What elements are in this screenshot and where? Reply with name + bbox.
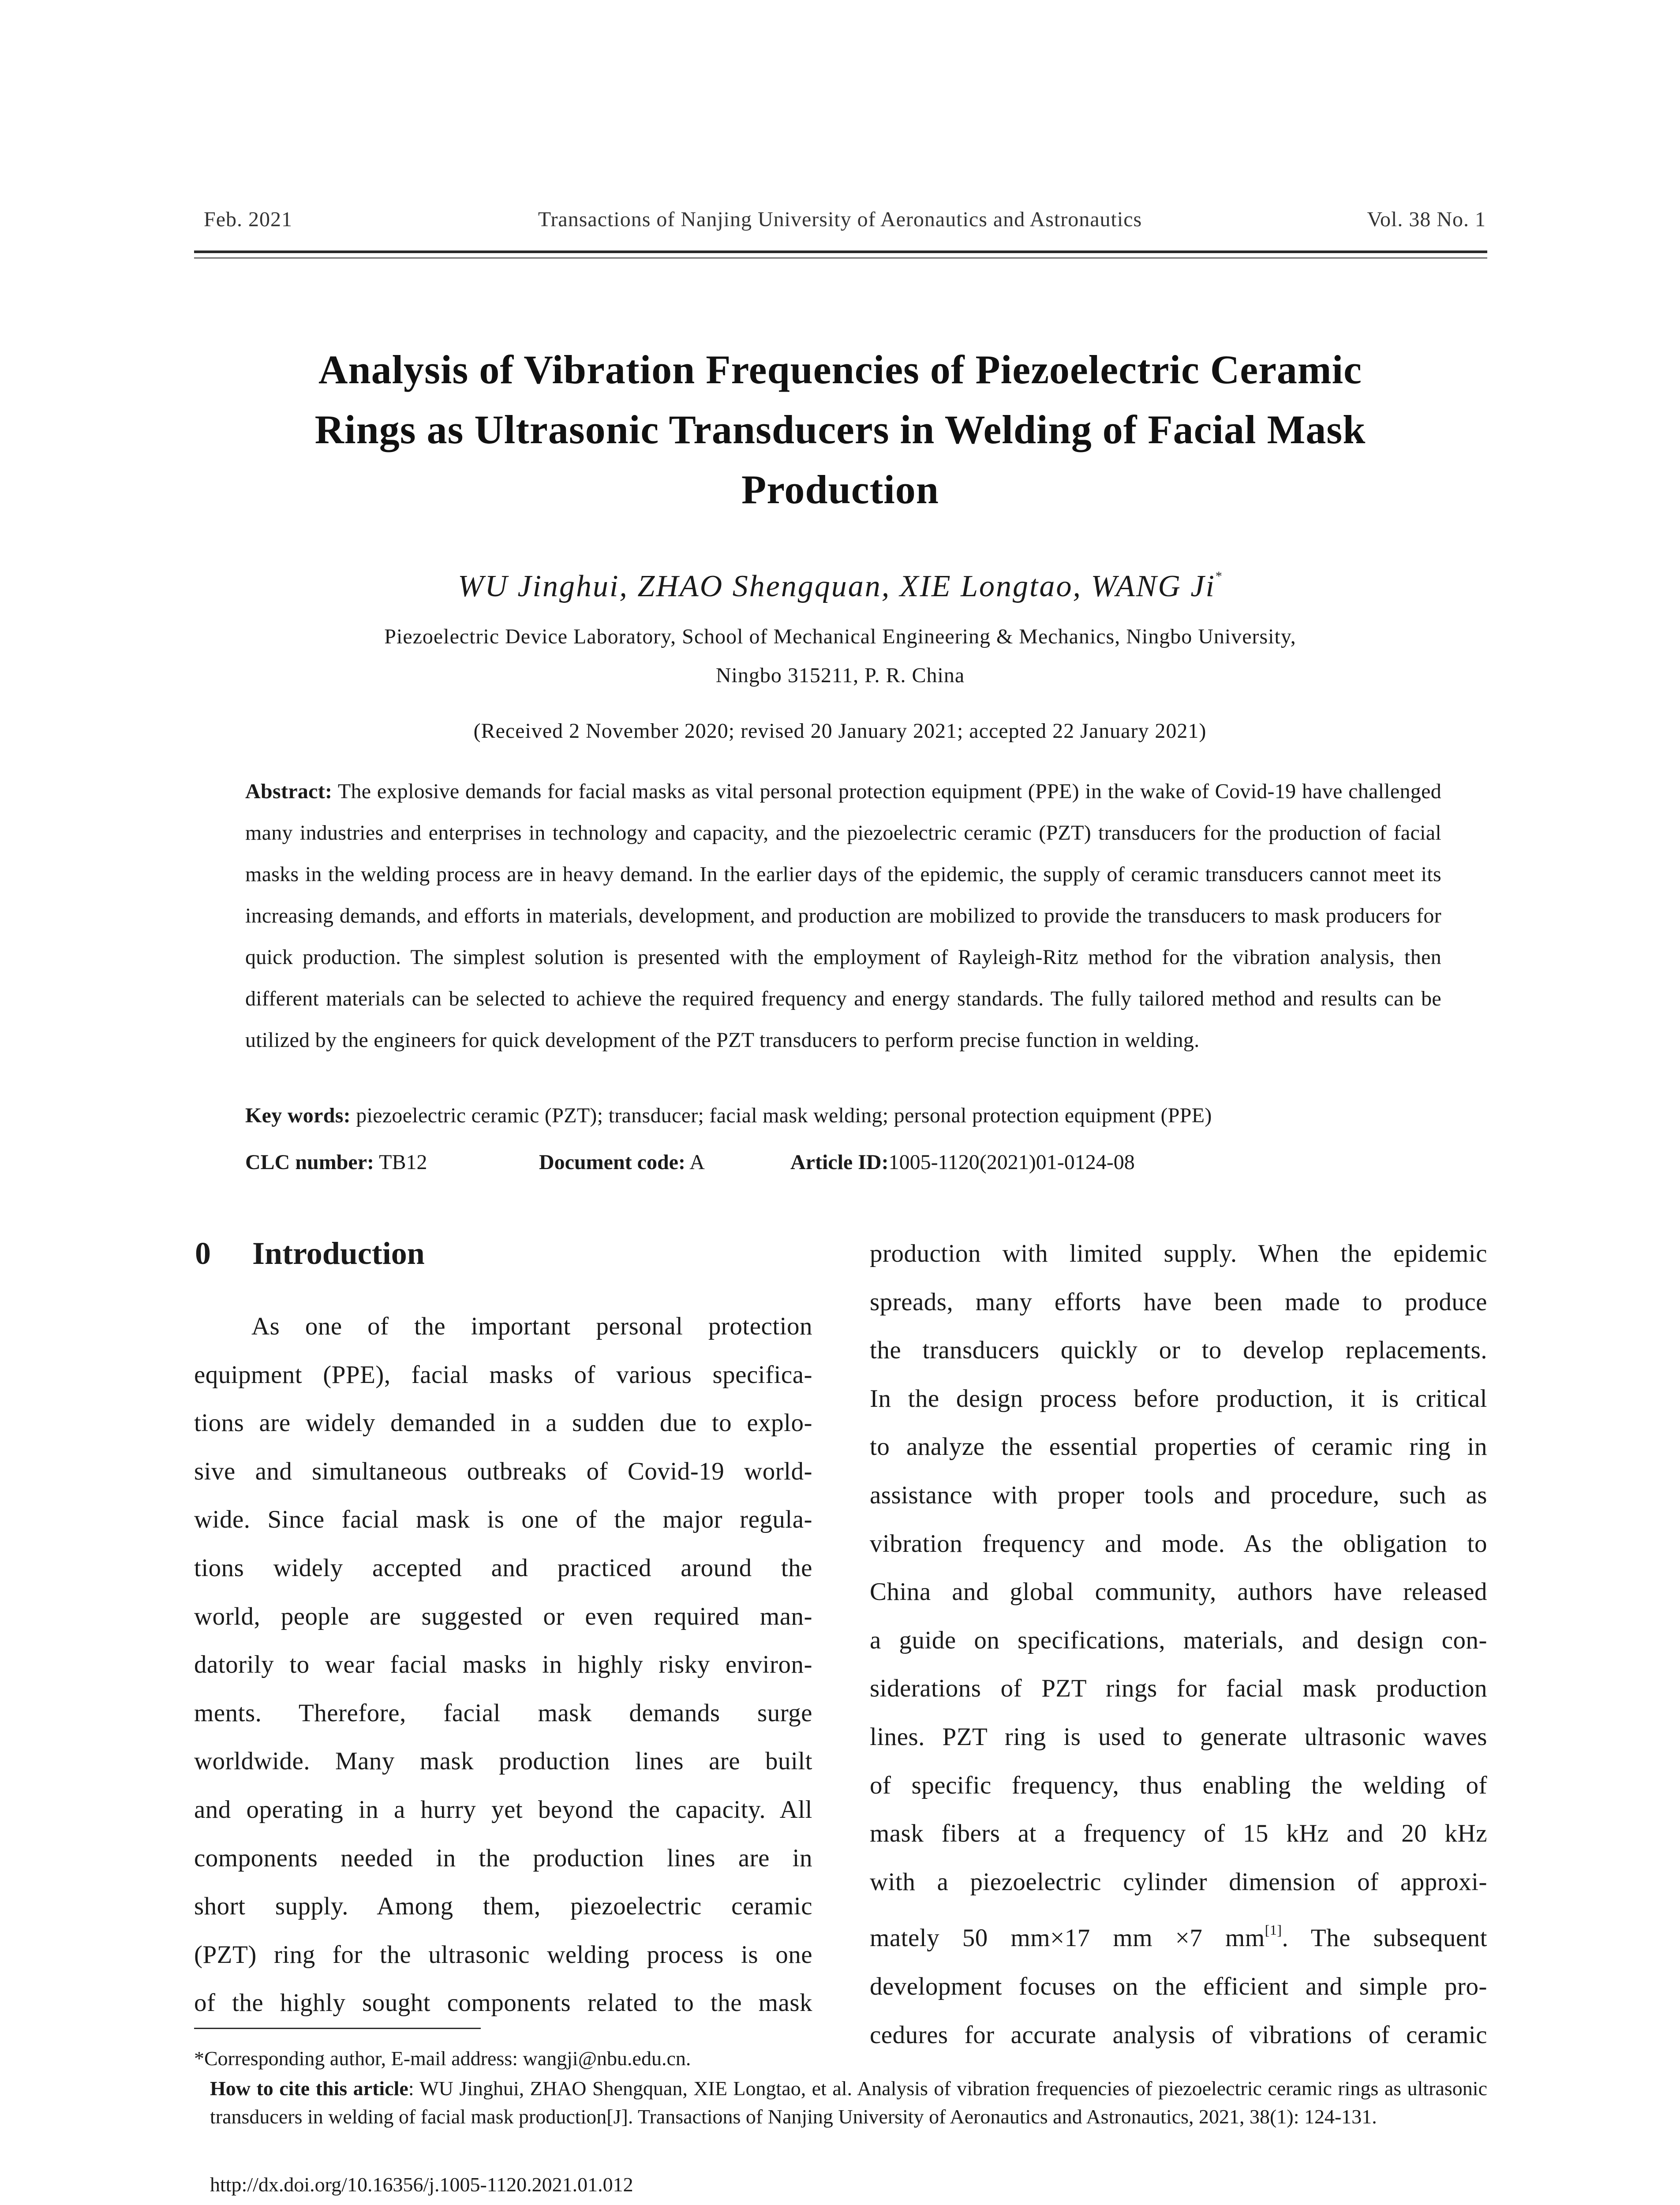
- running-header-volume: Vol. 38 No. 1: [1367, 208, 1486, 231]
- body-line: In the design process before production, it is critical: [870, 1384, 1487, 1413]
- clc-number: [245, 1149, 427, 1176]
- body-line: assistance with proper tools and procedure, such as: [870, 1481, 1487, 1509]
- section-heading: [195, 1235, 425, 1272]
- paper-title: [229, 340, 1451, 519]
- doc-code-value: A: [689, 1151, 705, 1174]
- body-line: worldwide. Many mask production lines are built: [194, 1747, 812, 1775]
- article-id-value: 1005-1120(2021)01-0124-08: [888, 1151, 1135, 1174]
- article-id: [790, 1149, 1135, 1176]
- doc-code-label: Document code:: [539, 1151, 685, 1174]
- affiliation-line-2: Ningbo 315211, P. R. China: [715, 664, 965, 687]
- abstract: [245, 771, 1441, 1061]
- doi-link[interactable]: http://dx.doi.org/10.16356/j.1005-1120.2021.01.012: [210, 2173, 633, 2196]
- body-text: mately 50 mm×17 mm ×7 mm: [870, 1924, 1265, 1952]
- body-line: China and global community, authors have released: [870, 1578, 1487, 1606]
- body-line: the transducers quickly or to develop replacements.: [870, 1336, 1487, 1364]
- body-line: of specific frequency, thus enabling the welding of: [870, 1771, 1487, 1799]
- body-line: components needed in the production lines are in: [194, 1844, 812, 1872]
- body-line: sive and simultaneous outbreaks of Covid-19 world-: [194, 1457, 812, 1485]
- body-line: (PZT) ring for the ultrasonic welding process is one: [194, 1940, 812, 1969]
- title-line-2: Rings as Ultrasonic Transducers in Welding of Facial Mask: [314, 407, 1366, 452]
- body-line: and operating in a hurry yet beyond the capacity. All: [194, 1795, 812, 1824]
- abstract-label: Abstract:: [245, 780, 333, 803]
- body-line: datorily to wear facial masks in highly risky environ-: [194, 1651, 812, 1679]
- body-text: . The subsequent: [1282, 1924, 1488, 1952]
- corresponding-mark: *: [1215, 569, 1222, 583]
- body-line: wide. Since facial mask is one of the major regula-: [194, 1506, 812, 1534]
- keywords-text: piezoelectric ceramic (PZT); transducer; facial mask welding; personal protection equipment (PPE): [356, 1104, 1212, 1127]
- body-line: equipment (PPE), facial masks of various specifica-: [194, 1360, 812, 1389]
- received-dates: (Received 2 November 2020; revised 20 January 2021; accepted 22 January 2021): [473, 719, 1207, 743]
- running-header-date: Feb. 2021: [204, 208, 292, 231]
- header-rule-thick: [194, 250, 1487, 253]
- footnote-rule: [194, 2028, 481, 2029]
- body-line: mask fibers at a frequency of 15 kHz and 20 kHz: [870, 1820, 1487, 1848]
- body-line: spreads, many efforts have been made to produce: [870, 1288, 1487, 1316]
- document-code: [539, 1149, 705, 1176]
- citation-ref-1[interactable]: [1]: [1265, 1922, 1282, 1938]
- body-line: world, people are suggested or even required man-: [194, 1602, 812, 1630]
- section-number: 0: [195, 1236, 211, 1271]
- keywords: [245, 1102, 1441, 1129]
- body-column-right: [870, 1230, 1487, 2059]
- body-line: short supply. Among them, piezoelectric ceramic: [194, 1892, 812, 1921]
- abstract-text: The explosive demands for facial masks as vital personal protection equipment (PPE) in the wake of Covid-19 have challenged many industries and enterprises in technology and capacity, and the piezoelectric ceramic (PZT) transducers for the production of facial masks in the welding process are in heavy demand. In the earlier days of the epidemic, the supply of ceramic transducers cannot meet its increasing demands, and efforts in materials, development, and production are mobilized to provide the transducers to mask producers for quick production. The simplest solution is presented with the employment of Rayleigh-Ritz method for the vibration analysis, then different materials can be selected to achieve the required frequency and energy standards. The fully tailored method and results can be utilized by the engineers for quick development of the PZT transducers to perform precise function in welding.: [245, 780, 1441, 1052]
- clc-label: CLC number:: [245, 1151, 374, 1174]
- body-line: As one of the important personal protection: [251, 1312, 812, 1340]
- affiliation: [265, 617, 1416, 695]
- body-line: cedures for accurate analysis of vibrations of ceramic: [870, 2021, 1487, 2049]
- body-line: lines. PZT ring is used to generate ultrasonic waves: [870, 1723, 1487, 1751]
- footnote-citation: [210, 2074, 1487, 2131]
- body-line: with a piezoelectric cylinder dimension of approxi-: [870, 1868, 1487, 1896]
- body-line: vibration frequency and mode. As the obligation to: [870, 1529, 1487, 1558]
- body-line: a guide on specifications, materials, and design con-: [870, 1626, 1487, 1654]
- body-column-left: [194, 1302, 812, 2027]
- section-title: Introduction: [252, 1236, 425, 1271]
- citation-label: How to cite this article: [210, 2077, 408, 2100]
- author-names: WU Jinghui, ZHAO Shengquan, XIE Longtao, WANG Ji: [458, 569, 1216, 603]
- body-line: siderations of PZT rings for facial mask production: [870, 1674, 1487, 1703]
- affiliation-line-1: Piezoelectric Device Laboratory, School of Mechanical Engineering & Mechanics, Ningbo University,: [384, 625, 1296, 648]
- article-id-label: Article ID:: [790, 1151, 889, 1174]
- citation-text: : WU Jinghui, ZHAO Shengquan, XIE Longtao, et al. Analysis of vibration frequencies of piezoelectric ceramic rings as ultrasonic transducers in welding of facial mask production[J]. Transactions of Nanjing University of Aeronautics and Astronautics, 2021, 38(1): 124-131.: [210, 2077, 1487, 2128]
- keywords-label: Key words:: [245, 1104, 351, 1127]
- running-header-journal: Transactions of Nanjing University of Aeronautics and Astronautics: [538, 208, 1142, 231]
- body-line: tions are widely demanded in a sudden due to explo-: [194, 1409, 812, 1437]
- title-line-3: Production: [741, 467, 939, 512]
- clc-value: TB12: [379, 1151, 427, 1174]
- body-line: [870, 1906, 1487, 1962]
- footnote-corresponding-author: *Corresponding author, E-mail address: wangji@nbu.edu.cn.: [194, 2047, 691, 2070]
- body-line: development focuses on the efficient and simple pro-: [870, 1972, 1487, 2000]
- body-line: tions widely accepted and practiced around the: [194, 1554, 812, 1582]
- author-list: [0, 557, 1680, 606]
- body-line: to analyze the essential properties of ceramic ring in: [870, 1433, 1487, 1461]
- body-line: of the highly sought components related to the mask: [194, 1989, 812, 2017]
- title-line-1: Analysis of Vibration Frequencies of Piezoelectric Ceramic: [318, 347, 1362, 392]
- body-line: ments. Therefore, facial mask demands surge: [194, 1699, 812, 1727]
- body-line: production with limited supply. When the epidemic: [870, 1240, 1487, 1267]
